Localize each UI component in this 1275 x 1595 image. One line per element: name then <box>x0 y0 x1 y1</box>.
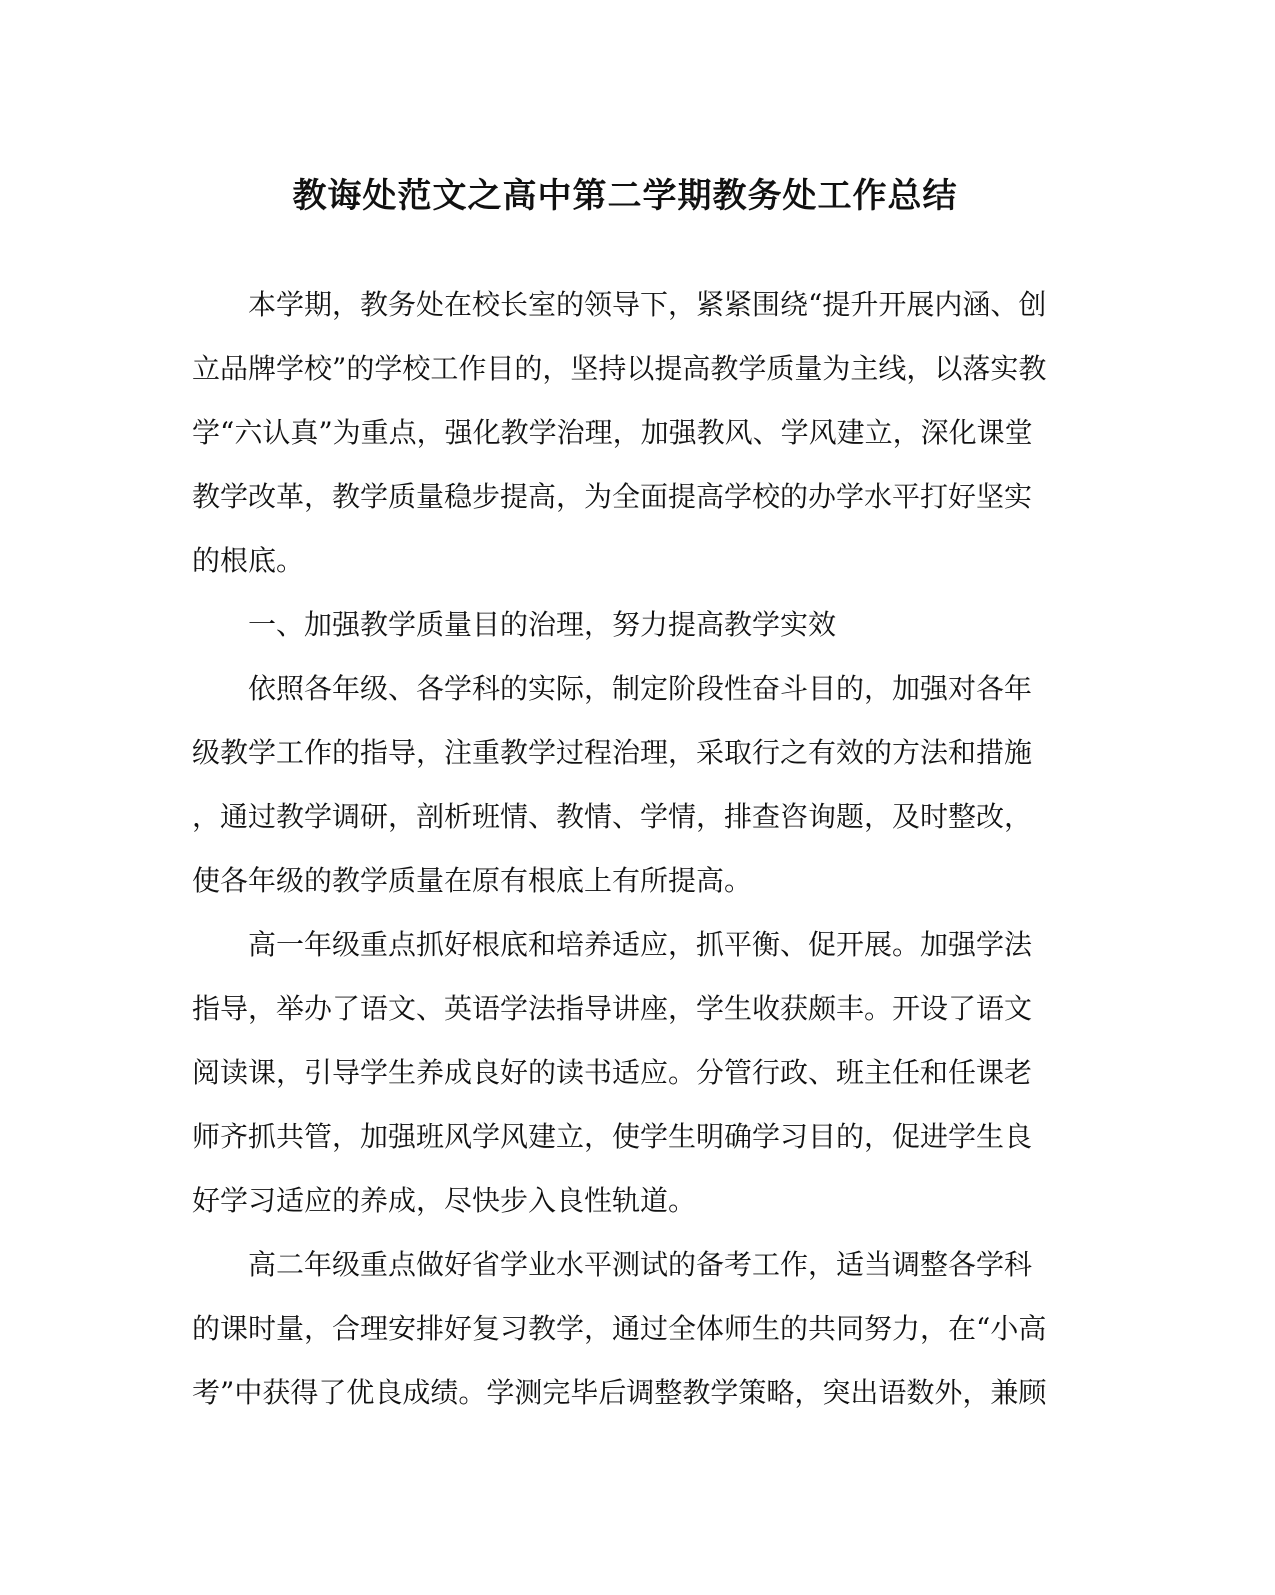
paragraph-line: 考”中获得了优良成绩。学测完毕后调整教学策略，突出语数外，兼顾 <box>192 1376 1047 1409</box>
paragraph-line: 教学改革，教学质量稳步提高，为全面提高学校的办学水平打好坚实 <box>192 480 1033 513</box>
paragraph-line: 好学习适应的养成，尽快步入良性轨道。 <box>192 1184 697 1217</box>
paragraph-line: 级教学工作的指导，注重教学过程治理，采取行之有效的方法和措施 <box>192 736 1033 769</box>
section-heading: 一、加强教学质量目的治理，努力提高教学实效 <box>248 608 837 641</box>
paragraph-line: 依照各年级、各学科的实际，制定阶段性奋斗目的，加强对各年 <box>248 672 1033 705</box>
paragraph-line: 学“六认真”为重点，强化教学治理，加强教风、学风建立，深化课堂 <box>192 416 1033 449</box>
paragraph-line: 指导，举办了语文、英语学法指导讲座，学生收获颇丰。开设了语文 <box>192 992 1033 1025</box>
paragraph-line: 高二年级重点做好省学业水平测试的备考工作，适当调整各学科 <box>248 1248 1033 1281</box>
paragraph-line: ，通过教学调研，剖析班情、教情、学情，排查咨询题，及时整改， <box>192 800 1033 833</box>
paragraph-line: 阅读课，引导学生养成良好的读书适应。分管行政、班主任和任课老 <box>192 1056 1033 1089</box>
paragraph-line: 的课时量，合理安排好复习教学，通过全体师生的共同努力，在“小高 <box>192 1312 1047 1345</box>
paragraph-line: 的根底。 <box>192 544 305 577</box>
document-title: 教诲处范文之高中第二学期教务处工作总结 <box>292 176 958 216</box>
paragraph-line: 本学期，教务处在校长室的领导下，紧紧围绕“提升开展内涵、创 <box>248 288 1047 321</box>
paragraph-line: 使各年级的教学质量在原有根底上有所提高。 <box>192 864 753 897</box>
paragraph-line: 立品牌学校”的学校工作目的，坚持以提高教学质量为主线，以落实教 <box>192 352 1047 385</box>
paragraph-line: 师齐抓共管，加强班风学风建立，使学生明确学习目的，促进学生良 <box>192 1120 1033 1153</box>
paragraph-line: 高一年级重点抓好根底和培养适应，抓平衡、促开展。加强学法 <box>248 928 1033 961</box>
